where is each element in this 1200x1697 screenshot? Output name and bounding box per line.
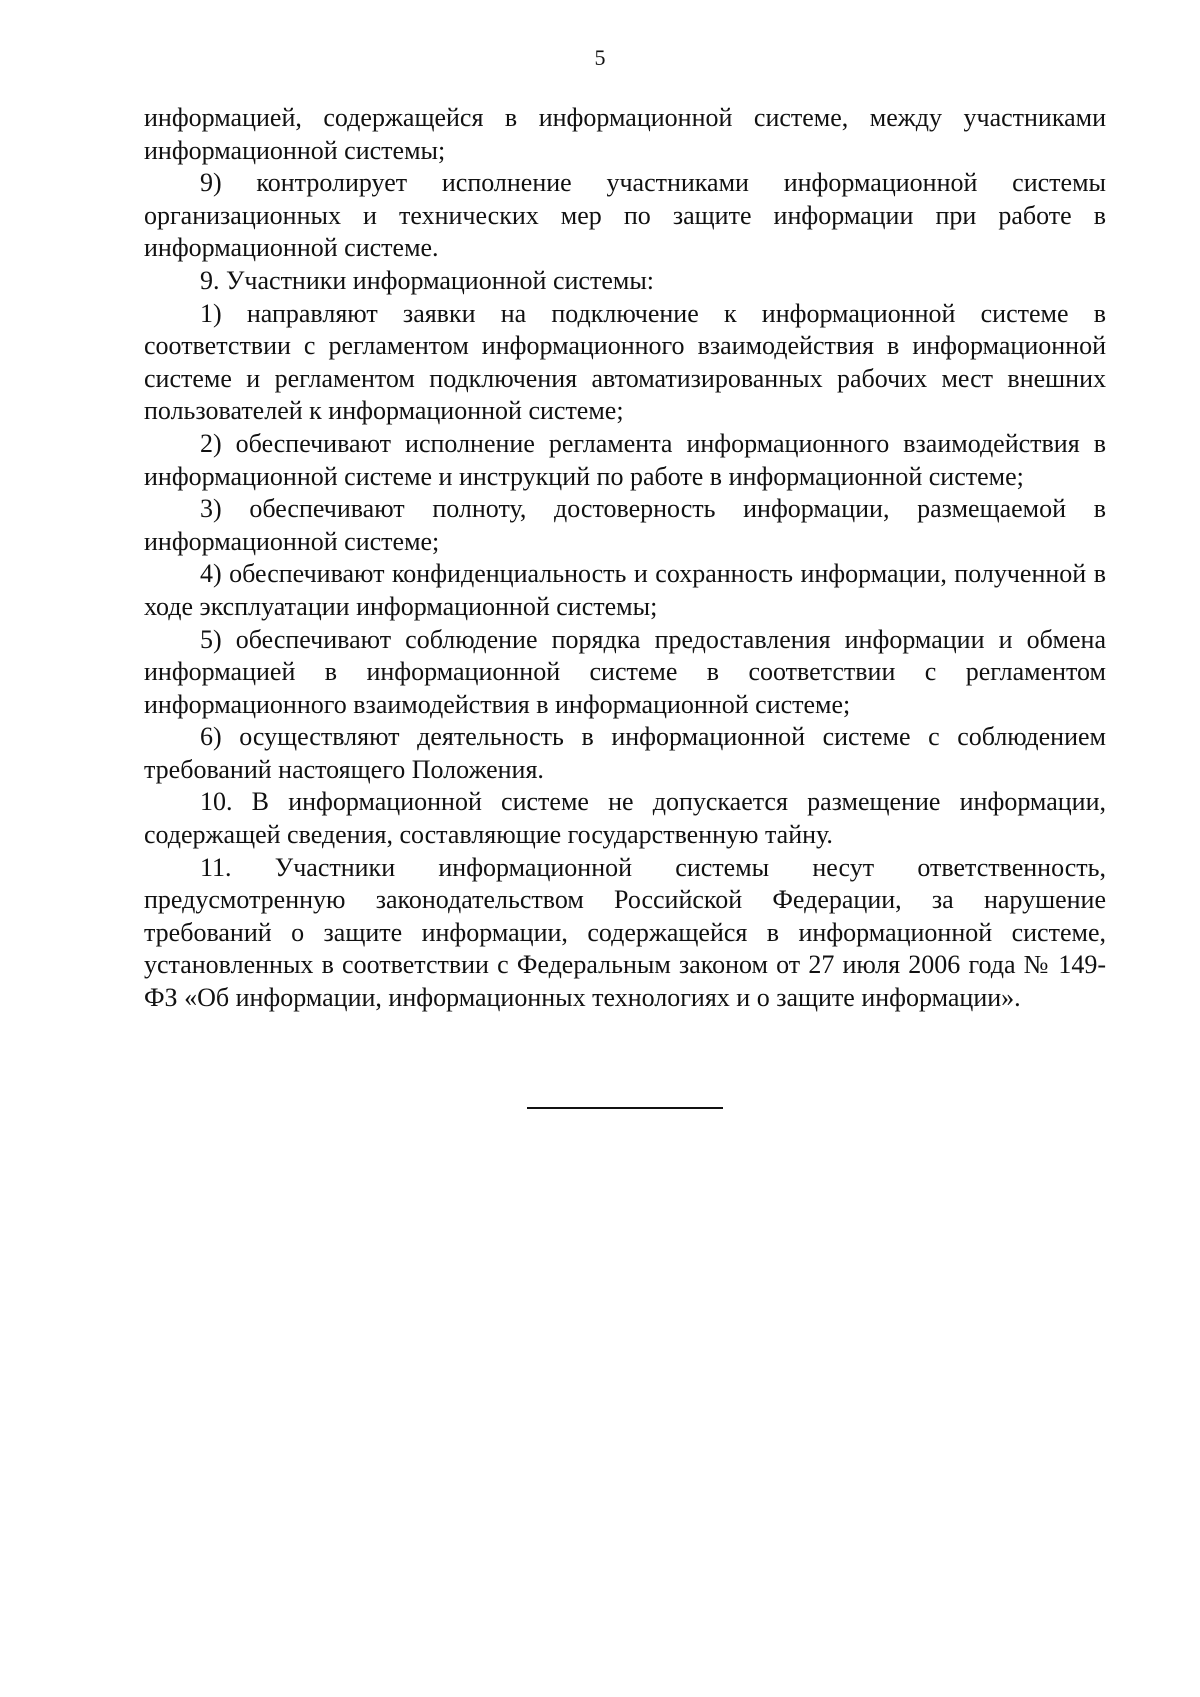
paragraph-clause-9-item-4: 4) обеспечивают конфиденциальность и сохранность информации, полученной в ходе эксплуатации информационной системы; xyxy=(144,559,1106,621)
paragraph-clause-9-item-1: 1) направляют заявки на подключение к информационной системе в соответствии с регламентом информационного взаимодействия в информационной системе и регламентом подключения автоматизированных рабочих мест внешних пользователей к информационной системе; xyxy=(144,298,1106,426)
paragraph-clause-10: 10. В информационной системе не допускается размещение информации, содержащей сведения, составляющие государственную тайну. xyxy=(144,787,1106,850)
document-body xyxy=(144,102,1106,1015)
paragraph-continuation: информацией, содержащейся в информационной системе, между участниками информационной системы; xyxy=(144,103,1106,165)
page-number: 5 xyxy=(594,45,606,70)
paragraph-clause-9-item-2: 2) обеспечивают исполнение регламента информационного взаимодействия в информационной системе и инструкций по работе в информационной системе; xyxy=(144,428,1106,491)
end-of-document-rule xyxy=(527,1107,723,1109)
paragraph-item-9-control: 9) контролирует исполнение участниками информационной системы организационных и технических мер по защите информации при работе в информационной системе. xyxy=(144,168,1106,263)
paragraph-clause-9-item-6: 6) осуществляют деятельность в информационной системе с соблюдением требований настоящего Положения. xyxy=(144,722,1106,784)
paragraph-clause-9-item-5: 5) обеспечивают соблюдение порядка предоставления информации и обмена информацией в информационной системе в соответствии с регламентом информационного взаимодействия в информационной системе; xyxy=(144,624,1106,719)
paragraph-clause-9-item-3: 3) обеспечивают полноту, достоверность информации, размещаемой в информационной системе; xyxy=(144,494,1106,556)
paragraph-clause-11: 11. Участники информационной системы несут ответственность, предусмотренную законодательством Российской Федерации, за нарушение требований о защите информации, содержащейся в информационной системе, установленных в соответствии с Федеральным законом от 27 июля 2006 года № 149-ФЗ «Об информации, информационных технологиях и о защите информации». xyxy=(144,852,1106,1013)
paragraph-clause-9-heading: 9. Участники информационной системы: xyxy=(200,265,655,295)
